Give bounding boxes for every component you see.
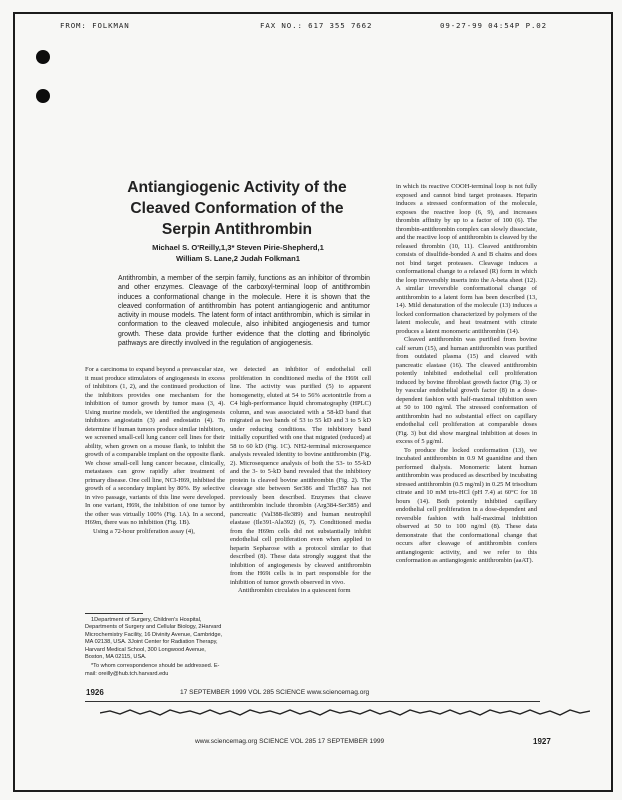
footnote-rule xyxy=(85,613,143,614)
paragraph: For a carcinoma to expand beyond a prevascular size, it must produce stimulators of angiogenesis in excess of inhibitors (1, 2), and the continued production of the inhibitors provides one mechanism for the inhibition of tumor growth by tumor mass (3, 4). Using murine models, we identified the angiogenesis inhibitors angiostatin (3) and endostatin (4). To determine if human tumors produce similar inhibitors, we screened small-cell lung cancer cell lines for their ability, when grown on a mouse flank, to inhibit the growth of a comparable implant on the opposite flank. We chose small-cell lung cancer because, clinically, metastases can grow rapidly after treatment of primary disease. One cell line, NCI-H69, inhibited the growth of a secondary implant by 80%. By selective in vivo passage, variants of this line were developed. In one variant, H69i, the inhibition of one tumor by the other was virtually 100% (Fig. 1A). In a second, H69m, there was no inhibition (Fig. 1B). xyxy=(85,366,225,526)
fax-datetime: 09-27-99 04:54P P.02 xyxy=(440,21,547,30)
authors-line-1: Michael S. O'Reilly,1,3* Steven Pirie-Shepherd,1 xyxy=(152,243,324,252)
body-column-2 xyxy=(230,366,371,596)
paragraph: Cleaved antithrombin was purified from bovine calf serum (15), and human antithrombin was purified from outdated plasma (15) and cleaved with pancreatic elastase (16). The cleaved antithrombin potently inhibited endothelial cell proliferation induced by bovine fibroblast growth factor (Fig. 3) or by vascular endothelial growth factor (8) in a dose-dependent fashion with half-maximal inhibition seen at 50 to 100 ng/ml. The stressed conformation of antithrombin had no substantial effect on capillary endothelial cell proliferation at comparable doses (Fig. 3) but did show marginal inhibition at doses in excess of 5 μg/ml. xyxy=(396,336,537,445)
footer-right-info: www.sciencemag.org SCIENCE VOL 285 17 SEPTEMBER 1999 xyxy=(195,738,385,745)
body-column-3 xyxy=(396,183,537,566)
paragraph: Using a 72-hour proliferation assay (4), xyxy=(93,527,195,535)
footnotes xyxy=(85,617,225,680)
footer-rule-left xyxy=(85,701,540,702)
footer-left-info: 17 SEPTEMBER 1999 VOL 285 SCIENCE www.sciencemag.org xyxy=(180,689,370,696)
footnote-affiliations: 1Department of Surgery, Children's Hospital, Departments of Surgery and Cellular Biology, 2Harvard Microchemistry Facility, 16 Divinity Avenue, Cambridge, MA 02138, USA. 3Joint Center for Radiation Therapy, Harvard Medical School, 300 Longwood Avenue, Boston, MA 02115, USA. xyxy=(85,617,223,661)
paragraph: in which its reactive COOH-terminal loop is not fully exposed and cannot bind target proteases. Heparin induces a stressed conformation of the molecule, exposes the reactive loop (6, 9), and increases thrombin affinity by up to a factor of 100 (6). The thrombin-antithrombin complex can slowly dissociate, and the reactive loop of antithrombin is cleaved by the released thrombin (10, 11). Cleaved antithrombin consists of disulfide-bonded A and B chains and does not bind target proteases. Cleavage induces a conformational change to a relaxed (R) form in which the loop irreversibly inserts into the A-beta sheet (12). A similar irreversible conformational change of antithrombin to a latent form has been described (13, 14). Mild denaturation of the molecule (13) induces a locked conformation characterized by polymers of the latent molecule, and heat treatment with citrate produces a latent monomeric antithrombin (14). xyxy=(396,183,537,335)
body-column-1 xyxy=(85,366,225,536)
fax-from: FROM: FOLKMAN xyxy=(60,21,130,30)
abstract: Antithrombin, a member of the serpin family, functions as an inhibitor of thrombin and other enzymes. Cleavage of the carboxyl-terminal loop of antithrombin induces a conformational change in the molecule. Here it is shown that the cleaved conformation of antithrombin has potent antiangiogenic and antitumor activity in mouse models. The latent form of intact antithrombin, which is similar in conformation to the cleaved molecule, also inhibited angiogenesis and tumor growth. These data provide further evidence that the clotting and fibrinolytic pathways are directly involved in the regulation of angiogenesis. xyxy=(118,275,370,348)
binder-hole-middle xyxy=(36,89,50,103)
paragraph: we detected an inhibitor of endothelial cell proliferation in conditioned media of the H69i cell line. The activity was purified (5) to apparent homogeneity, eluted at 54 to 56% acetonitrile from a C4 high-performance liquid chromatography (HPLC) column, and was associated with a 58-kD band that migrated as two bands of 53 to 55 kD and 3 to 5 kD under reducing conditions. The inhibitory band initially copurified with one that migrated (reduced) at 58 to 60 kD (Fig. 1C). NH2-terminal microsequence analysis revealed identity to bovine antithrombin (Fig. 2). Microsequence analysis of both the 53- to 55-kD and the 3- to 5-kD band revealed that the inhibitory protein is cleaved bovine antithrombin (Fig. 2). The cleavage site between Ser386 and Thr387 has not previously been described. Enzymes that cleave antithrombin include thrombin (Arg384-Ser385) and pancreatic (Val388-Ile389) and human neutrophil elastase (Ile391-Ala392) (6, 7). Conditioned media from the H69m cells did not substantially inhibit endothelial cell proliferation even when applied to heparin Sepharose with a protocol similar to that described (8). These data strongly suggest that the inhibition of angiogenesis by cleaved antithrombin from the H69i cells is in part responsible for the inhibition of tumor growth observed in vivo. xyxy=(230,366,371,586)
page-number-right: 1927 xyxy=(533,737,551,746)
fax-number: FAX NO.: 617 355 7662 xyxy=(260,21,373,30)
paragraph: Antithrombin circulates in a quiescent form xyxy=(238,587,351,594)
footnote-correspondence: *To whom correspondence should be addressed. E-mail: oreilly@hub.tch.harvard.edu xyxy=(85,663,220,677)
authors-line-2: William S. Lane,2 Judah Folkman1 xyxy=(176,254,300,263)
page-splice-edge xyxy=(100,708,590,717)
article-authors xyxy=(120,242,356,264)
paragraph: To produce the locked conformation (13), we incubated antithrombin in 0.9 M guanidine and then performed dialysis. Monomeric latent human antithrombin was produced as described by incubating stressed antithrombin (0.5 mg/ml) in 0.25 M trisodium citrate and 10 mM tris-HCl (pH 7.4) at 60°C for 18 hours (14). Both potently inhibited capillary endothelial cell proliferation in a dose-dependent and reversible fashion with half-maximal inhibition observed at 50 to 100 ng/ml (8). These data demonstrate that the conformational change that occurs after cleavage of antithrombin confers antiangiogenic activity, and we refer to this conformation as antiangiogenic antithrombin (aaAT). xyxy=(396,446,537,564)
binder-hole-top xyxy=(36,50,50,64)
article-title: Antiangiogenic Activity of the Cleaved Conformation of the Serpin Antithrombin xyxy=(127,179,347,238)
page-number-left: 1926 xyxy=(86,688,104,697)
